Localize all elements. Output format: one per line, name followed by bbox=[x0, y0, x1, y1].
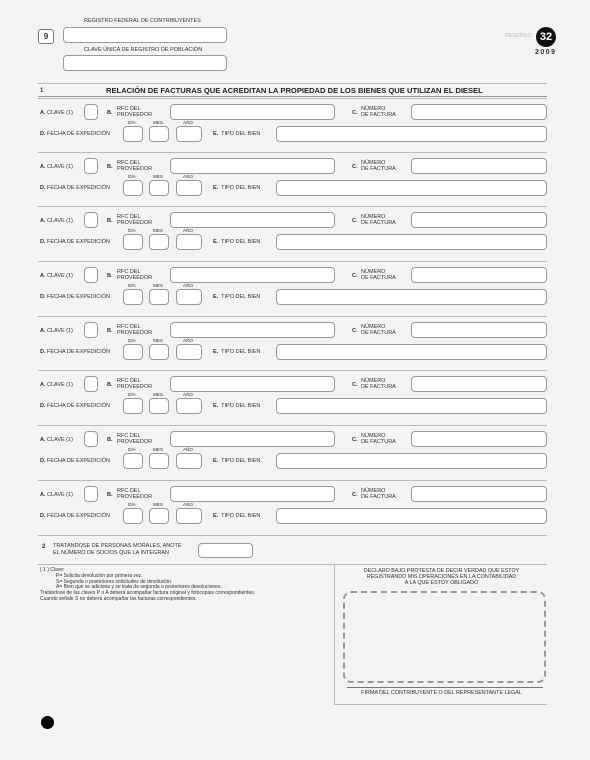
dia-label: DÍA bbox=[128, 283, 136, 288]
rfc-label: REGISTRO FEDERAL DE CONTRIBUYENTES bbox=[84, 18, 201, 24]
clave-label: A. CLAVE (1) bbox=[40, 328, 73, 334]
dia-label: DÍA bbox=[128, 228, 136, 233]
mes-input[interactable] bbox=[149, 453, 169, 469]
curp-input[interactable] bbox=[63, 55, 227, 71]
rfc-proveedor-input[interactable] bbox=[170, 431, 335, 447]
mes-input[interactable] bbox=[149, 126, 169, 142]
anio-input[interactable] bbox=[176, 289, 202, 305]
declaration-line3: A LA QUE ESTOY OBLIGADO bbox=[404, 580, 479, 587]
numero-factura-label: NÚMERO DE FACTURA bbox=[361, 488, 396, 500]
numero-factura-label: NÚMERO DE FACTURA bbox=[361, 269, 396, 281]
anio-label: AÑO bbox=[183, 392, 193, 397]
section1-title-rule bbox=[38, 96, 547, 97]
notes bbox=[40, 568, 255, 603]
numero-factura-input[interactable] bbox=[411, 158, 547, 174]
numero-factura-label: NÚMERO DE FACTURA bbox=[361, 324, 396, 336]
rfc-input[interactable] bbox=[63, 27, 227, 43]
reverso-label: REVERSO bbox=[505, 33, 532, 39]
c-letter: C. bbox=[352, 110, 358, 116]
numero-factura-label: NÚMERO DE FACTURA bbox=[361, 214, 396, 226]
b-letter: B. bbox=[107, 273, 113, 279]
tipo-bien-input[interactable] bbox=[276, 180, 547, 196]
anio-input[interactable] bbox=[176, 398, 202, 414]
clave-label: A. CLAVE (1) bbox=[40, 164, 73, 170]
clave-label: A. CLAVE (1) bbox=[40, 218, 73, 224]
anio-label: AÑO bbox=[183, 283, 193, 288]
signature-rule bbox=[347, 687, 543, 688]
block-top-rule bbox=[38, 480, 547, 481]
tipo-bien-input[interactable] bbox=[276, 126, 547, 142]
anio-input[interactable] bbox=[176, 453, 202, 469]
section1-title: RELACIÓN DE FACTURAS QUE ACREDITAN LA PROPIEDAD DE LOS BIENES QUE UTILIZAN EL DIESEL bbox=[106, 86, 483, 95]
rfc-proveedor-input[interactable] bbox=[170, 158, 335, 174]
fecha-label: D. FECHA DE EXPEDICIÓN bbox=[40, 349, 110, 355]
anio-input[interactable] bbox=[176, 180, 202, 196]
mes-input[interactable] bbox=[149, 289, 169, 305]
mes-label: MES bbox=[153, 174, 163, 179]
c-letter: C. bbox=[352, 492, 358, 498]
rfc-proveedor-input[interactable] bbox=[170, 267, 335, 283]
section2-number: 2 bbox=[42, 544, 46, 550]
section2-line1: TRATÁNDOSE DE PERSONAS MORALES, ANOTE bbox=[53, 543, 182, 549]
numero-factura-label: NÚMERO DE FACTURA bbox=[361, 106, 396, 118]
mes-label: MES bbox=[153, 338, 163, 343]
notes-a: A= Bien que se adiciona y se trata de segunda o posteriores devoluciones. bbox=[56, 584, 222, 591]
clave-input[interactable] bbox=[84, 431, 98, 447]
page-badge-number: 32 bbox=[539, 31, 553, 43]
rfc-proveedor-input[interactable] bbox=[170, 376, 335, 392]
dia-input[interactable] bbox=[123, 453, 143, 469]
b-letter: B. bbox=[107, 328, 113, 334]
anio-label: AÑO bbox=[183, 228, 193, 233]
fecha-label: D. FECHA DE EXPEDICIÓN bbox=[40, 185, 110, 191]
anio-label: AÑO bbox=[183, 174, 193, 179]
numero-factura-label: NÚMERO DE FACTURA bbox=[361, 378, 396, 390]
socios-input[interactable] bbox=[198, 543, 253, 558]
clave-label: A. CLAVE (1) bbox=[40, 382, 73, 388]
fecha-label: D. FECHA DE EXPEDICIÓN bbox=[40, 239, 110, 245]
tipo-bien-label: E. TIPO DEL BIEN bbox=[213, 513, 261, 519]
section2-bottom-rule bbox=[38, 564, 547, 565]
anio-input[interactable] bbox=[176, 344, 202, 360]
block-top-rule bbox=[38, 152, 547, 153]
clave-input[interactable] bbox=[84, 322, 98, 338]
declaration-bottom-rule bbox=[334, 704, 547, 705]
block-top-rule bbox=[38, 261, 547, 262]
mes-input[interactable] bbox=[149, 344, 169, 360]
anio-label: AÑO bbox=[183, 338, 193, 343]
dia-label: DÍA bbox=[128, 174, 136, 179]
c-letter: C. bbox=[352, 273, 358, 279]
anio-input[interactable] bbox=[176, 126, 202, 142]
rfc-proveedor-input[interactable] bbox=[170, 486, 335, 502]
rfc-proveedor-input[interactable] bbox=[170, 212, 335, 228]
rfc-proveedor-label: RFC DEL PROVEEDOR bbox=[117, 106, 153, 118]
tipo-bien-input[interactable] bbox=[276, 344, 547, 360]
mes-label: MES bbox=[153, 283, 163, 288]
mes-input[interactable] bbox=[149, 398, 169, 414]
dia-input[interactable] bbox=[123, 289, 143, 305]
clave-input[interactable] bbox=[84, 104, 98, 120]
block-top-rule bbox=[38, 98, 547, 99]
rfc-proveedor-label: RFC DEL PROVEEDOR bbox=[117, 488, 153, 500]
declaration-line1: DECLARO BAJO PROTESTA DE DECIR VERDAD QUE ESTOY bbox=[363, 568, 520, 574]
notes-line2: Cuando señale S no deberá acompañar las facturas correspondientes. bbox=[40, 595, 197, 602]
c-letter: C. bbox=[352, 382, 358, 388]
c-letter: C. bbox=[352, 328, 358, 334]
dia-label: DÍA bbox=[128, 502, 136, 507]
numero-factura-label: NÚMERO DE FACTURA bbox=[361, 160, 396, 172]
rfc-proveedor-label: RFC DEL PROVEEDOR bbox=[117, 160, 153, 172]
numero-factura-input[interactable] bbox=[411, 267, 547, 283]
tipo-bien-label: E. TIPO DEL BIEN bbox=[213, 239, 261, 245]
b-letter: B. bbox=[107, 437, 113, 443]
mes-label: MES bbox=[153, 447, 163, 452]
section1-top-rule bbox=[38, 83, 547, 84]
page-badge bbox=[536, 27, 556, 47]
mes-input[interactable] bbox=[149, 234, 169, 250]
fecha-label: D. FECHA DE EXPEDICIÓN bbox=[40, 458, 110, 464]
c-letter: C. bbox=[352, 164, 358, 170]
fecha-label: D. FECHA DE EXPEDICIÓN bbox=[40, 294, 110, 300]
mes-label: MES bbox=[153, 228, 163, 233]
tipo-bien-input[interactable] bbox=[276, 234, 547, 250]
fecha-label: D. FECHA DE EXPEDICIÓN bbox=[40, 513, 110, 519]
dia-input[interactable] bbox=[123, 398, 143, 414]
clave-label: A. CLAVE (1) bbox=[40, 492, 73, 498]
tipo-bien-label: E. TIPO DEL BIEN bbox=[213, 131, 261, 137]
curp-label: CLAVE ÚNICA DE REGISTRO DE POBLACIÓN bbox=[84, 47, 203, 53]
dia-label: DÍA bbox=[128, 392, 136, 397]
section2-top-rule bbox=[38, 535, 547, 536]
anio-input[interactable] bbox=[176, 234, 202, 250]
dia-label: DÍA bbox=[128, 338, 136, 343]
dia-input[interactable] bbox=[123, 234, 143, 250]
anio-label: AÑO bbox=[183, 447, 193, 452]
rfc-proveedor-label: RFC DEL PROVEEDOR bbox=[117, 214, 153, 226]
tipo-bien-input[interactable] bbox=[276, 398, 547, 414]
tipo-bien-label: E. TIPO DEL BIEN bbox=[213, 458, 261, 464]
mes-input[interactable] bbox=[149, 508, 169, 524]
form-number-box bbox=[38, 29, 54, 44]
rfc-proveedor-label: RFC DEL PROVEEDOR bbox=[117, 324, 153, 336]
rfc-proveedor-label: RFC DEL PROVEEDOR bbox=[117, 269, 153, 281]
rfc-proveedor-input[interactable] bbox=[170, 322, 335, 338]
declaration-text bbox=[336, 568, 547, 587]
anio-label: AÑO bbox=[183, 120, 193, 125]
dia-input[interactable] bbox=[123, 180, 143, 196]
clave-label: A. CLAVE (1) bbox=[40, 273, 73, 279]
block-top-rule bbox=[38, 425, 547, 426]
numero-factura-input[interactable] bbox=[411, 212, 547, 228]
tipo-bien-input[interactable] bbox=[276, 289, 547, 305]
numero-factura-input[interactable] bbox=[411, 322, 547, 338]
notes-title: ( 1 ) Clave: bbox=[40, 567, 65, 573]
section2-line2: EL NÚMERO DE SOCIOS QUE LA INTEGRAN bbox=[53, 550, 169, 556]
anio-input[interactable] bbox=[176, 508, 202, 524]
numero-factura-input[interactable] bbox=[411, 104, 547, 120]
rfc-proveedor-label: RFC DEL PROVEEDOR bbox=[117, 433, 153, 445]
numero-factura-label: NÚMERO DE FACTURA bbox=[361, 433, 396, 445]
c-letter: C. bbox=[352, 437, 358, 443]
dia-input[interactable] bbox=[123, 126, 143, 142]
signature-label: FIRMA DEL CONTRIBUYENTE O DEL REPRESENTANTE LEGAL bbox=[361, 690, 522, 696]
b-letter: B. bbox=[107, 492, 113, 498]
mes-label: MES bbox=[153, 392, 163, 397]
tipo-bien-label: E. TIPO DEL BIEN bbox=[213, 185, 261, 191]
block-top-rule bbox=[38, 316, 547, 317]
rfc-proveedor-input[interactable] bbox=[170, 104, 335, 120]
clave-input[interactable] bbox=[84, 267, 98, 283]
tipo-bien-label: E. TIPO DEL BIEN bbox=[213, 349, 261, 355]
mes-input[interactable] bbox=[149, 180, 169, 196]
numero-factura-input[interactable] bbox=[411, 486, 547, 502]
c-letter: C. bbox=[352, 218, 358, 224]
b-letter: B. bbox=[107, 382, 113, 388]
clave-label: A. CLAVE (1) bbox=[40, 110, 73, 116]
numero-factura-input[interactable] bbox=[411, 376, 547, 392]
tipo-bien-input[interactable] bbox=[276, 453, 547, 469]
b-letter: B. bbox=[107, 164, 113, 170]
form-number: 9 bbox=[43, 32, 49, 41]
tipo-bien-label: E. TIPO DEL BIEN bbox=[213, 403, 261, 409]
clave-input[interactable] bbox=[84, 158, 98, 174]
notes-line1: Tratándose de las claves P o A deberá acompañar factura original y fotocopias correspondientes. bbox=[40, 590, 256, 597]
dia-input[interactable] bbox=[123, 508, 143, 524]
block-top-rule bbox=[38, 370, 547, 371]
numero-factura-input[interactable] bbox=[411, 431, 547, 447]
dia-label: DÍA bbox=[128, 120, 136, 125]
fecha-label: D. FECHA DE EXPEDICIÓN bbox=[40, 131, 110, 137]
rfc-proveedor-label: RFC DEL PROVEEDOR bbox=[117, 378, 153, 390]
clave-input[interactable] bbox=[84, 212, 98, 228]
section1-number: 1 bbox=[40, 88, 44, 94]
dia-label: DÍA bbox=[128, 447, 136, 452]
tipo-bien-label: E. TIPO DEL BIEN bbox=[213, 294, 261, 300]
year-label: 2009 bbox=[535, 49, 557, 56]
clave-input[interactable] bbox=[84, 486, 98, 502]
fecha-label: D. FECHA DE EXPEDICIÓN bbox=[40, 403, 110, 409]
registration-mark-icon bbox=[41, 716, 54, 729]
block-top-rule bbox=[38, 206, 547, 207]
b-letter: B. bbox=[107, 218, 113, 224]
clave-label: A. CLAVE (1) bbox=[40, 437, 73, 443]
clave-input[interactable] bbox=[84, 376, 98, 392]
notes-s: S= Segunda o posteriores solicitudes de devolución. bbox=[56, 578, 173, 585]
dia-input[interactable] bbox=[123, 344, 143, 360]
tipo-bien-input[interactable] bbox=[276, 508, 547, 524]
anio-label: AÑO bbox=[183, 502, 193, 507]
declaration-divider bbox=[334, 564, 335, 704]
mes-label: MES bbox=[153, 120, 163, 125]
b-letter: B. bbox=[107, 110, 113, 116]
declaration-line2: REGISTRANDO MIS OPERACIONES EN LA CONTABILIDAD bbox=[366, 574, 517, 581]
mes-label: MES bbox=[153, 502, 163, 507]
signature-area[interactable] bbox=[343, 591, 546, 683]
notes-p: P= Solicita devolución por primera vez. bbox=[56, 572, 143, 579]
